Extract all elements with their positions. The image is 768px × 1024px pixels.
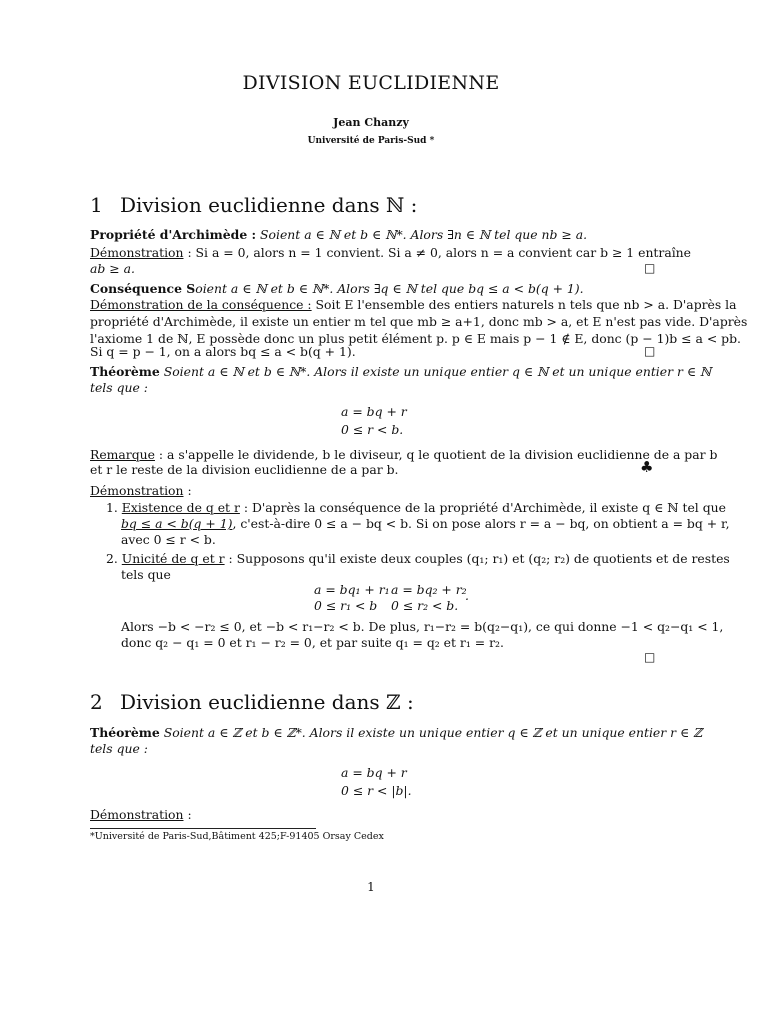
remark-label: Remarque <box>90 447 155 462</box>
equation-2b: 0 ≤ r < |b|. <box>341 783 412 798</box>
archimede-property <box>90 226 587 244</box>
item-2-line4: donc q₂ − q₁ = 0 et r₁ − r₂ = 0, et par suite q₁ = q₂ et r₁ = r₂. <box>121 635 504 650</box>
section-number: 2 <box>90 690 103 714</box>
item-2-line1 <box>106 550 730 568</box>
demo-label: Démonstration <box>90 807 184 822</box>
demo1-line2: ab ≥ a. <box>90 261 135 276</box>
item-number: 2. <box>106 551 118 566</box>
item-label: Existence de q et r <box>121 500 240 515</box>
section-title: Division euclidienne dans ℤ : <box>120 690 414 714</box>
item-1-line3: avec 0 ≤ r < b. <box>121 532 216 547</box>
page-number: 1 <box>367 880 375 894</box>
item-label: Unicité de q et r <box>121 551 225 566</box>
equation-1a: a = bq + r <box>341 404 407 419</box>
system-eq-a1: a = bq₁ + r₁ <box>314 582 390 597</box>
item-number: 1. <box>106 500 118 515</box>
system-eq-b2: 0 ≤ r₂ < b. <box>391 598 459 613</box>
item-2-line2: tels que <box>121 567 171 582</box>
theorem-text: Soient a ∈ ℤ et b ∈ ℤ*. Alors il existe un unique entier q ∈ ℤ et un unique entier r ∈ ℤ <box>159 725 703 740</box>
remark-text: : a s'appelle le dividende, b le diviseur, q le quotient de la division euclidienne de a par b <box>154 447 718 462</box>
footnote: *Université de Paris-Sud,Bâtiment 425;F-91405 Orsay Cedex <box>90 831 384 842</box>
qed-symbol: □ <box>644 261 656 275</box>
demo3-label-line <box>90 482 192 500</box>
demo-label: Démonstration de la conséquence : <box>90 297 312 312</box>
demo-text: Soit E l'ensemble des entiers naturels n tels que nb > a. D'après la <box>311 297 737 312</box>
underlined-inequality: bq ≤ a < b(q + 1) <box>121 516 233 531</box>
theorem-1-line2: tels que : <box>90 380 148 395</box>
demo-colon: : <box>183 483 192 498</box>
affiliation: Université de Paris-Sud * <box>307 136 435 146</box>
theorem-2-line1 <box>90 724 702 742</box>
demo-colon: : <box>183 807 192 822</box>
section-number: 1 <box>90 193 103 217</box>
footnote-rule <box>90 828 316 829</box>
item-text: : D'après la conséquence de la propriété d'Archimède, il existe q ∈ ℕ tel que <box>239 500 726 515</box>
qed-symbol: □ <box>644 344 656 358</box>
theorem-text: Soient a ∈ ℕ et b ∈ ℕ*. Alors il existe un unique entier q ∈ ℕ et un unique entier r ∈ ℕ <box>159 364 712 379</box>
demo-label: Démonstration <box>90 483 184 498</box>
property-text: Soient a ∈ ℕ et b ∈ ℕ*. Alors ∃n ∈ ℕ tel que nb ≥ a. <box>256 227 588 242</box>
demo1-line1 <box>90 244 691 262</box>
page-title: DIVISION EUCLIDIENNE <box>242 72 500 94</box>
section-title: Division euclidienne dans ℕ : <box>120 193 418 217</box>
consequence-text: oient a ∈ ℕ et b ∈ ℕ*. Alors ∃q ∈ ℕ tel que bq ≤ a < b(q + 1). <box>195 281 584 296</box>
system-eq-b1: 0 ≤ r₁ < b <box>314 598 378 613</box>
equation-2a: a = bq + r <box>341 765 407 780</box>
consequence-label: Conséquence S <box>90 281 196 296</box>
theorem-label: Théorème <box>90 364 160 379</box>
theorem-2-line2: tels que : <box>90 741 148 756</box>
demo-text: : Si a = 0, alors n = 1 convient. Si a ≠ 0, alors n = a convient car b ≥ 1 entraîne <box>183 245 691 260</box>
remark-line2: et r le reste de la division euclidienne de a par b. <box>90 462 399 477</box>
item-text: , c'est-à-dire 0 ≤ a − bq < b. Si on pose alors r = a − bq, on obtient a = bq + r, <box>232 516 730 531</box>
theorem-label: Théorème <box>90 725 160 740</box>
demo2-line4: Si q = p − 1, on a alors bq ≤ a < b(q + 1). <box>90 344 356 359</box>
property-label: Propriété d'Archimède : <box>90 227 257 242</box>
system-eq-a2: a = bq₂ + r₂ <box>391 582 467 597</box>
demo2-line1 <box>90 296 737 314</box>
qed-symbol: □ <box>644 650 656 664</box>
item-2-line3: Alors −b < −r₂ ≤ 0, et −b < r₁−r₂ < b. De plus, r₁−r₂ = b(q₂−q₁), ce qui donne −1 < q₂−q₁ < 1, <box>121 619 724 634</box>
demo-label: Démonstration <box>90 245 184 260</box>
item-text: : Supposons qu'il existe deux couples (q₁; r₁) et (q₂; r₂) de quotients et de restes <box>224 551 730 566</box>
system-dot: . <box>465 588 469 603</box>
demo2-line2: propriété d'Archimède, il existe un entier m tel que mb ≥ a+1, donc mb > a, et E n'est pas vide. D'après <box>90 314 748 329</box>
demo4-label-line <box>90 806 192 824</box>
theorem-1-line1 <box>90 363 711 381</box>
demo2-line3: l'axiome 1 de ℕ, E possède donc un plus petit élément p. p ∈ E mais p − 1 ∉ E, donc (p − 1)b ≤ a < pb. <box>90 331 741 346</box>
equation-1b: 0 ≤ r < b. <box>341 422 404 437</box>
section-2-heading <box>90 690 414 714</box>
club-symbol: ♣ <box>640 458 654 476</box>
author-name: Jean Chanzy <box>333 116 409 129</box>
section-1-heading <box>90 193 417 217</box>
